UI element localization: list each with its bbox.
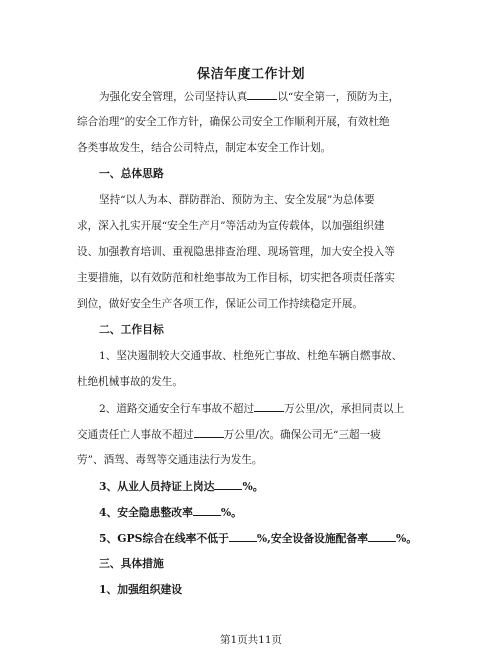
goal-3-text-a: 3、从业人员持证上岗达 <box>99 480 215 493</box>
overview-line-3: 设、加强教育培训、重视隐患排查治理、现场管理，加大安全投入等 <box>77 246 395 258</box>
goal-2-text-d: 万公里/次。确保公司无“三超一疲 <box>223 429 381 441</box>
fill-blank <box>247 89 277 100</box>
overview-line-5: 到位，做好安全生产各项工作，保证公司工作持续稳定开展。 <box>77 298 364 310</box>
fill-blank <box>254 401 284 412</box>
goal-5-text-a: 5、GPS综合在线率不低于 <box>99 532 229 545</box>
fill-blank <box>194 427 224 438</box>
section-heading-goals: 二、工作目标 <box>99 323 164 336</box>
goal-1-line-1: 1、坚决遏制较大交通事故、杜绝死亡事故、杜绝车辆自燃事故、 <box>99 350 403 362</box>
goal-4-text-b: %。 <box>220 506 242 519</box>
fill-blank <box>193 505 221 516</box>
fill-blank <box>368 531 396 542</box>
section-heading-overview: 一、总体思路 <box>99 167 164 180</box>
goal-5 <box>99 531 417 546</box>
overview-line-4: 主要措施，以有效防范和杜绝事故为工作目标，切实把各项责任落实 <box>77 272 395 284</box>
goal-2-text-c: 交通责任亡人事故不超过 <box>77 429 194 441</box>
goal-2-line-1 <box>99 401 404 416</box>
goal-2-line-2 <box>77 427 381 442</box>
goal-2-line-3: 劳”、酒驾、毒驾等交通违法行为发生。 <box>77 454 263 466</box>
fill-blank <box>214 479 242 490</box>
measure-1-heading: 1、加强组织建设 <box>99 583 183 596</box>
intro-text-b: 以“安全第一，预防为主， <box>277 91 400 103</box>
goal-1-line-2: 杜绝机械事故的发生。 <box>77 376 183 388</box>
intro-line-3: 各类事故发生，结合公司特点，制定本安全工作计划。 <box>77 142 332 154</box>
goal-2-text-b: 万公里/次，承担同责以上 <box>284 403 405 415</box>
goal-3-text-b: %。 <box>242 480 264 493</box>
intro-line-1 <box>99 89 399 104</box>
section-heading-measures: 三、具体措施 <box>99 557 164 570</box>
goal-4-text-a: 4、安全隐患整改率 <box>99 506 193 519</box>
page-number: 第1页共11页 <box>219 634 283 646</box>
goal-3 <box>99 479 264 494</box>
overview-line-1: 坚持“以人为本、群防群治、预防为主、安全发展”为总体要 <box>99 194 375 206</box>
goal-4 <box>99 505 242 520</box>
fill-blank <box>229 531 257 542</box>
goal-5-text-b: %,安全设备设施配备率 <box>256 532 369 545</box>
document-title: 保洁年度工作计划 <box>196 67 305 82</box>
goal-2-text-a: 2、道路交通安全行车事故不超过 <box>99 403 255 415</box>
intro-line-2: 综合治理”的安全工作方针，确保公司安全工作顺利开展，有效杜绝 <box>77 116 390 128</box>
intro-text-a: 为强化安全管理，公司坚持认真 <box>99 91 248 103</box>
goal-5-text-c: %。 <box>396 532 418 545</box>
overview-line-2: 求，深入扎实开展“安全生产月”等活动为宣传载体，以加强组织建 <box>77 220 385 232</box>
